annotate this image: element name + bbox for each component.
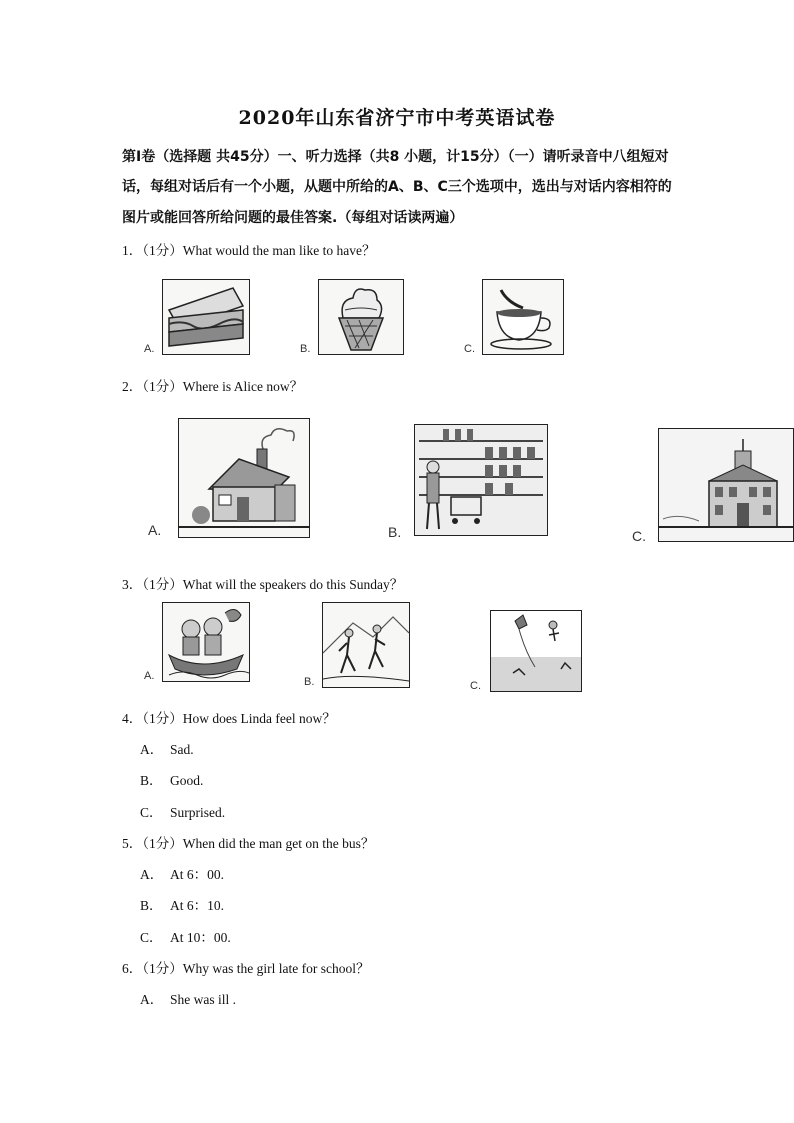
option-letter: A． <box>140 992 164 1007</box>
option-5b[interactable] <box>140 894 224 914</box>
question-6: 6．（1分）Why was the girl late for school？ <box>122 961 370 976</box>
picture-label-c: C. <box>632 528 646 544</box>
picture-label-a: A. <box>144 343 155 355</box>
question-3: 3．（1分）What will the speakers do this Sunday？ <box>122 577 404 592</box>
boating-icon <box>163 603 249 681</box>
hiking-icon <box>323 603 409 687</box>
ice-cream-icon <box>319 280 403 354</box>
coffee-cup-icon <box>483 280 563 354</box>
option-5a[interactable] <box>140 863 224 883</box>
picture-label-b: B. <box>300 343 311 355</box>
kite-flying-icon <box>491 611 581 691</box>
supermarket-icon <box>415 425 547 535</box>
picture-supermarket[interactable] <box>414 424 548 536</box>
sandwich-icon <box>163 280 249 354</box>
picture-ice-cream[interactable] <box>318 279 404 355</box>
option-letter: C． <box>140 930 163 945</box>
option-6a[interactable] <box>140 988 236 1008</box>
option-text: At 10：00. <box>170 930 231 945</box>
picture-label-c: C. <box>470 680 481 692</box>
option-5c[interactable] <box>140 926 231 946</box>
option-text: She was ill . <box>170 992 236 1007</box>
option-letter: B． <box>140 898 163 913</box>
option-text: At 6：00. <box>170 867 224 882</box>
house-icon <box>179 419 309 537</box>
question-5: 5．（1分）When did the man get on the bus？ <box>122 836 375 851</box>
option-text: Good. <box>170 773 204 788</box>
picture-label-b: B. <box>388 524 402 540</box>
picture-sandwich[interactable] <box>162 279 250 355</box>
picture-school[interactable] <box>658 428 794 542</box>
picture-label-b: B. <box>304 676 315 688</box>
option-text: Sad. <box>170 742 194 757</box>
exam-title: 2020年山东省济宁市中考英语试卷 <box>238 107 556 129</box>
picture-label-c: C. <box>464 343 475 355</box>
school-building-icon <box>659 429 793 541</box>
option-text: At 6：10. <box>170 898 224 913</box>
intro-line-3: 图片或能回答所给问题的最佳答案.（每组对话读两遍） <box>122 210 464 226</box>
picture-boating[interactable] <box>162 602 250 682</box>
question-4: 4．（1分）How does Linda feel now？ <box>122 711 336 726</box>
question-1: 1．（1分）What would the man like to have？ <box>122 243 376 258</box>
option-text: Surprised. <box>170 805 226 820</box>
question-2: 2．（1分）Where is Alice now？ <box>122 379 304 394</box>
option-letter: A． <box>140 742 164 757</box>
picture-hiking[interactable] <box>322 602 410 688</box>
option-4a[interactable] <box>140 738 194 758</box>
option-letter: B． <box>140 773 163 788</box>
intro-line-2: 话，每组对话后有一个小题，从题中所给的A、B、C三个选项中，选出与对话内容相符的 <box>122 179 672 195</box>
picture-coffee[interactable] <box>482 279 564 355</box>
picture-house[interactable] <box>178 418 310 538</box>
intro-line-1: 第I卷（选择题 共45分）一、听力选择（共8 小题，计15分）（一）请听录音中八组短对 <box>122 149 669 165</box>
option-letter: A． <box>140 867 164 882</box>
picture-label-a: A. <box>148 522 162 538</box>
picture-kite-flying[interactable] <box>490 610 582 692</box>
picture-label-a: A. <box>144 670 155 682</box>
option-4c[interactable] <box>140 801 225 821</box>
option-letter: C． <box>140 805 163 820</box>
option-4b[interactable] <box>140 769 203 789</box>
